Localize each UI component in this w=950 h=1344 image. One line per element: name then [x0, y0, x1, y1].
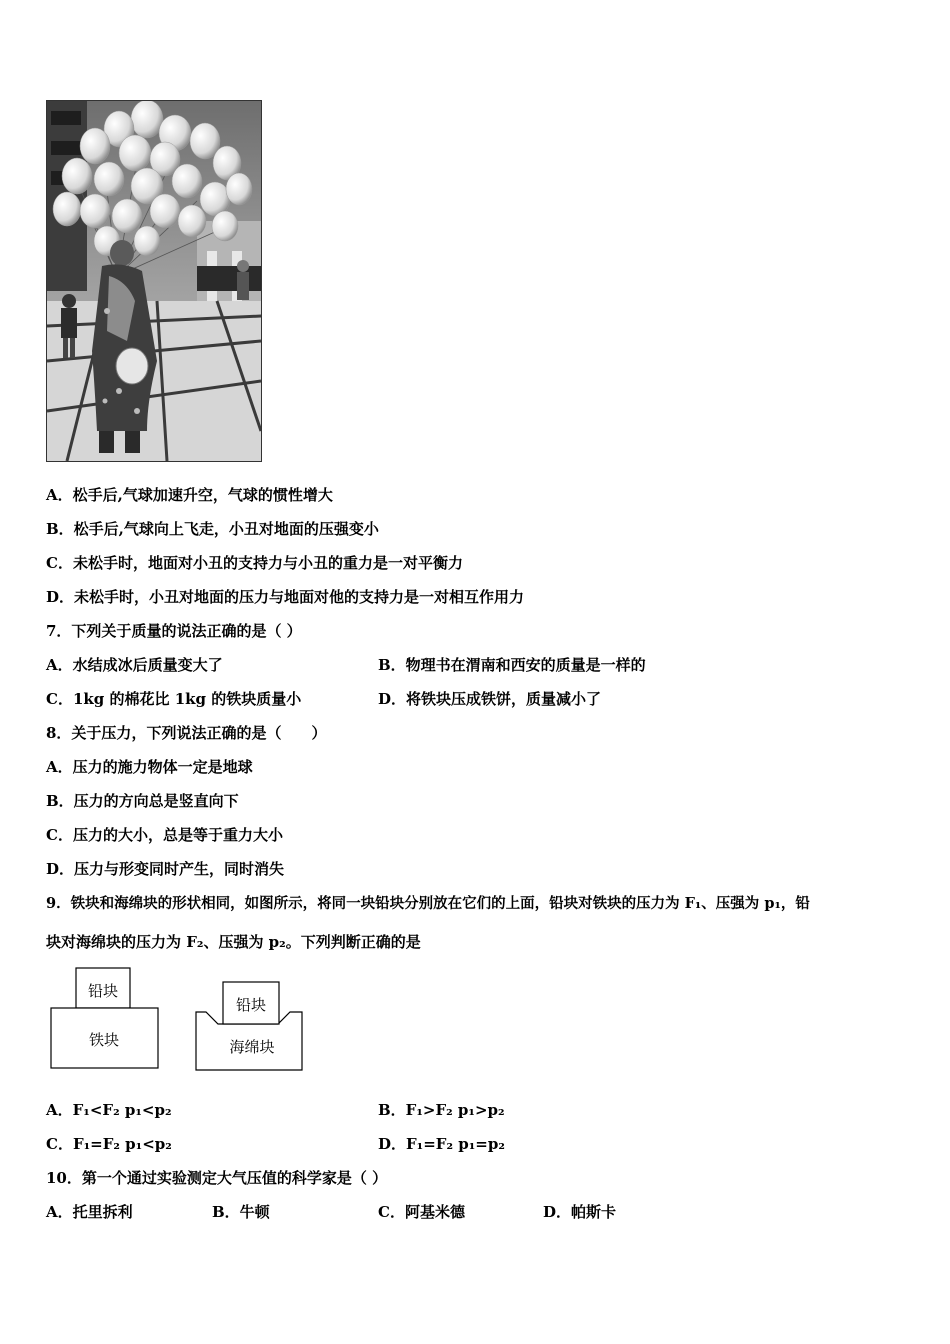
q9-option-d: D．F₁=F₂ p₁=p₂ [378, 1135, 505, 1153]
q10-option-b: B．牛顿 [212, 1203, 270, 1221]
q9-option-b: B．F₁>F₂ p₁>p₂ [378, 1101, 505, 1119]
q6-option-b: B．松手后,气球向上飞走，小丑对地面的压强变小 [46, 520, 379, 538]
q7-option-c: C．1kg 的棉花比 1kg 的铁块质量小 [46, 690, 302, 708]
sponge-label: 海绵块 [229, 1038, 275, 1056]
q8-option-a: A．压力的施力物体一定是地球 [46, 758, 253, 776]
q7-stem: 7．下列关于质量的说法正确的是（ ） [46, 622, 302, 640]
q8-stem: 8．关于压力，下列说法正确的是（ ） [46, 724, 327, 742]
q8-option-b: B．压力的方向总是竖直向下 [46, 792, 239, 810]
q7-option-a: A．水结成冰后质量变大了 [46, 656, 223, 674]
clown-balloons-image [47, 101, 261, 461]
iron-label: 铁块 [88, 1031, 120, 1049]
q10-option-a: A．托里拆利 [46, 1203, 133, 1221]
q6-option-a: A．松手后,气球加速升空，气球的惯性增大 [46, 486, 333, 504]
lead-block-diagram [48, 966, 310, 1074]
q10-option-c: C．阿基米德 [378, 1203, 465, 1221]
q7-option-d: D．将铁块压成铁饼，质量减小了 [378, 690, 602, 708]
q10-stem: 10．第一个通过实验测定大气压值的科学家是（ ） [46, 1169, 388, 1187]
q9-option-a: A．F₁<F₂ p₁<p₂ [46, 1101, 172, 1119]
lead-label-2: 铅块 [235, 996, 267, 1014]
lead-label-1: 铅块 [87, 982, 119, 1000]
q8-option-d: D．压力与形变同时产生，同时消失 [46, 860, 285, 878]
q6-option-c: C．未松手时，地面对小丑的支持力与小丑的重力是一对平衡力 [46, 554, 463, 572]
q9-stem-line1: 9．铁块和海绵块的形状相同，如图所示，将同一块铅块分别放在它们的上面，铅块对铁块的压力为 F₁、压强为 p₁，铅 [46, 895, 810, 912]
q7-option-b: B．物理书在渭南和西安的质量是一样的 [378, 656, 646, 674]
q8-option-c: C．压力的大小，总是等于重力大小 [46, 826, 283, 844]
clown-balloons-photo [46, 100, 262, 462]
q10-option-d: D．帕斯卡 [543, 1203, 617, 1221]
q9-option-c: C．F₁=F₂ p₁<p₂ [46, 1135, 172, 1153]
q6-option-d: D．未松手时，小丑对地面的压力与地面对他的支持力是一对相互作用力 [46, 588, 525, 606]
q9-stem-line2: 块对海绵块的压力为 F₂、压强为 p₂。下列判断正确的是 [46, 933, 421, 951]
